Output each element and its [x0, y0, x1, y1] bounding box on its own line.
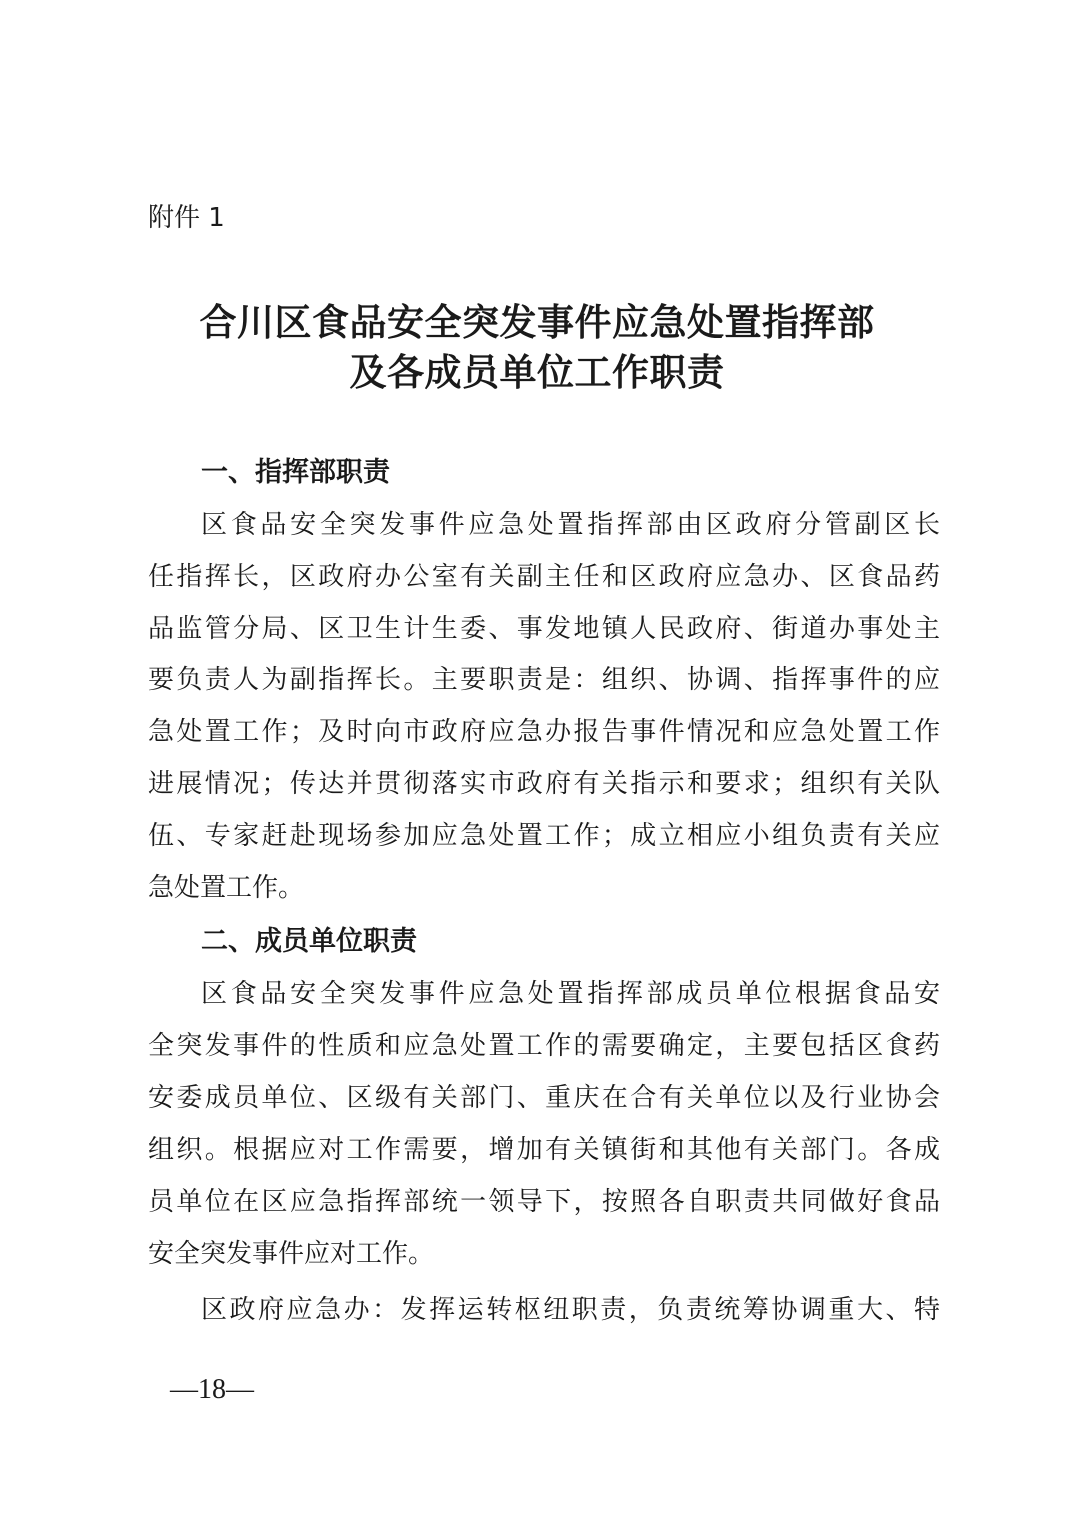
paragraph-line: 要负责人为副指挥长。主要职责是：组织、协调、指挥事件的应: [148, 665, 940, 695]
document-title-line-1: 合川区食品安全突发事件应急处置指挥部: [199, 300, 875, 344]
paragraph-line: 安委成员单位、区级有关部门、重庆在合有关单位以及行业协会: [148, 1083, 940, 1113]
paragraph-line: 组织。根据应对工作需要，增加有关镇街和其他有关部门。各成: [148, 1135, 940, 1165]
paragraph-line: 安全突发事件应对工作。: [148, 1239, 435, 1269]
page-number: —18—: [170, 1374, 254, 1405]
section-heading-member-duties: 二、成员单位职责: [201, 926, 417, 957]
document-title-line-2: 及各成员单位工作职责: [349, 350, 725, 394]
paragraph-line: 进展情况；传达并贯彻落实市政府有关指示和要求；组织有关队: [148, 769, 940, 799]
attachment-label: 附件 1: [148, 203, 225, 233]
paragraph-line: 区政府应急办：发挥运转枢纽职责，负责统筹协调重大、特: [201, 1295, 940, 1325]
paragraph-line: 区食品安全突发事件应急处置指挥部由区政府分管副区长: [201, 510, 940, 540]
paragraph-line: 区食品安全突发事件应急处置指挥部成员单位根据食品安: [201, 979, 940, 1009]
paragraph-line: 急处置工作。: [148, 873, 305, 903]
paragraph-line: 任指挥长，区政府办公室有关副主任和区政府应急办、区食品药: [148, 562, 940, 592]
section-heading-command-duties: 一、指挥部职责: [201, 457, 390, 488]
paragraph-line: 员单位在区应急指挥部统一领导下，按照各自职责共同做好食品: [148, 1187, 940, 1217]
paragraph-line: 伍、专家赶赴现场参加应急处置工作；成立相应小组负责有关应: [148, 821, 940, 851]
paragraph-line: 急处置工作；及时向市政府应急办报告事件情况和应急处置工作: [148, 717, 940, 747]
paragraph-line: 全突发事件的性质和应急处置工作的需要确定，主要包括区食药: [148, 1031, 940, 1061]
paragraph-line: 品监管分局、区卫生计生委、事发地镇人民政府、街道办事处主: [148, 614, 940, 644]
